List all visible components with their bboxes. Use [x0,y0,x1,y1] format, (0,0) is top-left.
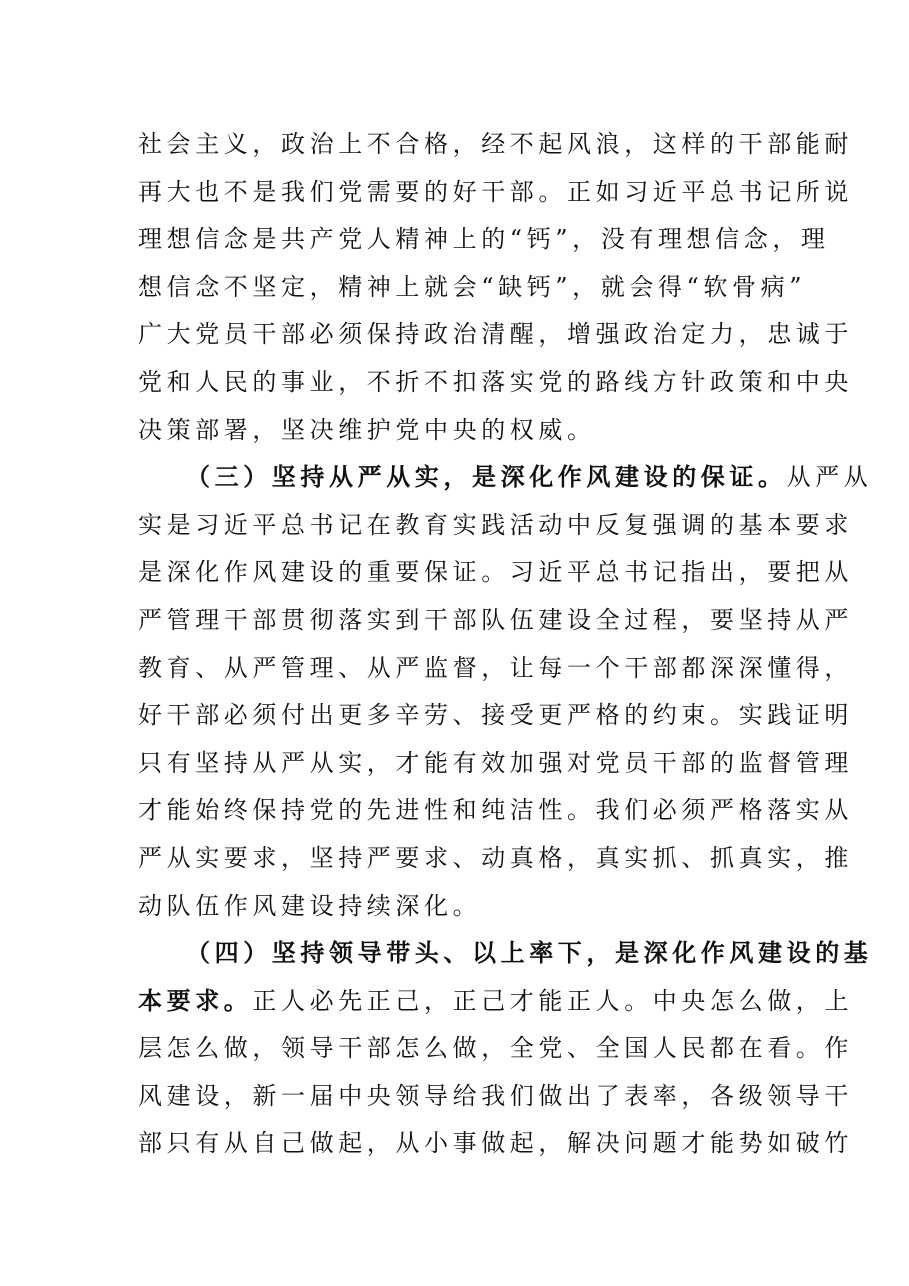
paragraph-2-line-6: 好干部必须付出更多辛劳、接受更严格的约束。实践证明 [138,701,853,730]
paragraph-1-line-4: 想信念不坚定，精神上就会“缺钙”，就会得“软骨病” [138,272,807,301]
paragraph-3-line-2-rest: 正人必先正己，正己才能正人。中央怎么做，上 [252,986,854,1015]
paragraph-2-line-2: 实是习近平总书记在教育实践活动中反复强调的基本要求 [138,510,853,539]
paragraph-2-line-8: 才能始终保持党的先进性和纯洁性。我们必须严格落实从 [138,796,853,825]
section-3-heading: （三）坚持从严从实，是深化作风建设的保证。 [186,463,787,492]
paragraph-2-line-9: 严从实要求，坚持严要求、动真格，真实抓、抓真实，推 [138,843,853,872]
paragraph-1-line-3: 理想信念是共产党人精神上的“钙”，没有理想信念，理 [138,225,830,254]
paragraph-1-line-2: 再大也不是我们党需要的好干部。正如习近平总书记所说 [138,177,853,206]
paragraph-2-line-3: 是深化作风建设的重要保证。习近平总书记指出，要把从 [138,558,853,587]
paragraph-2-line-7: 只有坚持从严从实，才能有效加强对党员干部的监督管理 [138,748,853,777]
paragraph-2-line-5: 教育、从严管理、从严监督，让每一个干部都深深懂得， [138,653,853,682]
document-body [138,121,873,1168]
paragraph-1-line-6: 党和人民的事业，不折不扣落实党的路线方针政策和中央 [138,367,853,396]
paragraph-2-line-10: 动队伍作风建设持续深化。 [138,891,482,920]
paragraph-3-line-2 [138,978,854,1026]
paragraph-2-line-1 [138,454,873,502]
section-4-heading-line-1: （四）坚持领导带头、以上率下，是深化作风建设的基 [186,939,873,968]
section-4-heading-line-2: 本要求。 [138,986,253,1015]
paragraph-3-line-5: 部只有从自己做起，从小事做起，解决问题才能势如破竹 [138,1129,853,1158]
paragraph-1-line-7: 决策部署，坚决维护党中央的权威。 [138,415,596,444]
paragraph-3-line-3: 层怎么做，领导干部怎么做，全党、全国人民都在看。作 [138,1034,853,1063]
paragraph-2-line-1-rest: 从严从 [786,463,873,492]
paragraph-2-line-4: 严管理干部贯彻落实到干部队伍建设全过程，要坚持从严 [138,605,853,634]
paragraph-1-line-1: 社会主义，政治上不合格，经不起风浪，这样的干部能耐 [138,130,853,158]
paragraph-1-line-5: 广大党员干部必须保持政治清醒，增强政治定力，忠诚于 [138,320,853,349]
paragraph-3-line-4: 风建设，新一届中央领导给我们做出了表率，各级领导干 [138,1081,853,1110]
